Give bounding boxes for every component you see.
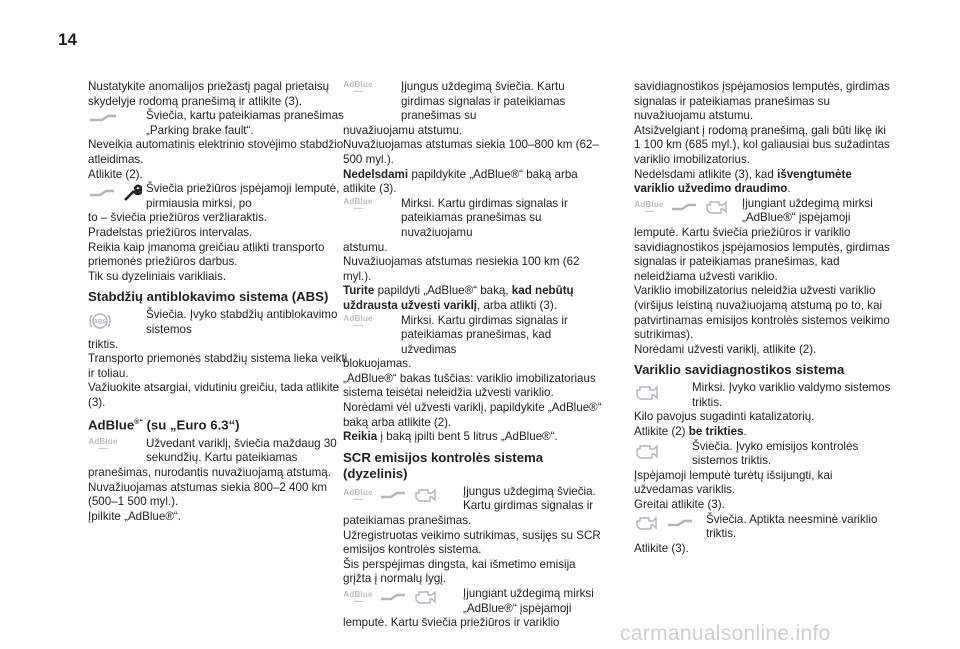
warning-row-adblue-block <box>343 314 603 358</box>
column-2 <box>343 80 603 631</box>
warning-row-engine-flash <box>634 381 894 410</box>
warning-row-engine-minor <box>634 513 894 542</box>
paragraph: Kilo pavojus sugadinti katalizatorių. <box>634 410 815 424</box>
warning-text: Šviečia, kartu pateikiamas pranešimas „Parking brake fault“. <box>146 109 344 137</box>
engine-icon <box>634 441 662 466</box>
abs-icon <box>88 309 112 338</box>
watermark: carmanualsonline.info <box>620 622 831 645</box>
warning-text: Įjungiant uždegimą mirksi „AdBlue®“ įspėjamoji <box>742 196 873 225</box>
warning-text: Mirksi. Įvyko variklio valdymo sistemos triktis. <box>692 381 891 409</box>
paragraph: lemputė. Kartu šviečia priežiūros ir variklio savidiagnostikos įspėjamosios lemputės, girdimas signalas ir pateikiamas pranešimas, kad neleidžiama užvesti variklio. <box>634 225 890 283</box>
paragraph: Neveikia automatinis elektrinio stovėjimo stabdžio atleidimas. <box>88 138 344 166</box>
paragraph: to – šviečia priežiūros veržliaraktis. <box>88 211 268 225</box>
paragraph: Nustatykite anomalijos priežastį pagal prietaisų skydelyje rodomą pranešimą ir atlikite (3). <box>88 80 330 108</box>
warning-text: Šviečia priežiūros įspėjamoji lemputė, pirmiausia mirksi, po <box>146 182 340 210</box>
spanner-icon <box>122 183 142 208</box>
heading-engine-diagnostics: Variklio savidiagnostikos sistema <box>634 362 845 378</box>
paragraph: Atlikite (2) be trikties. <box>634 425 747 439</box>
paragraph: Įpilkite „AdBlue®“. <box>88 509 181 523</box>
warning-text: Mirksi. Kartu girdimas signalas ir pateikiamas pranešimas su nuvažiuojamu <box>401 196 568 239</box>
engine-icon <box>413 486 439 509</box>
warning-text: Šviečia. Aptikta neesminė variklio triktis. <box>706 512 878 541</box>
paragraph: Norėdami užvesti variklį, atlikite (2). <box>634 342 817 356</box>
warning-row-adblue <box>88 437 348 466</box>
paragraph: Tik su dyzeliniais varikliais. <box>88 269 227 283</box>
paragraph: Transporto priemonės stabdžių sistema lieka veikti ir toliau. <box>88 352 348 380</box>
service-warning-icon <box>379 590 407 609</box>
page-number: 14 <box>58 30 77 49</box>
heading-adblue: AdBlue®“ (su „Euro 6.3“) <box>88 417 240 433</box>
heading-scr: SCR emisijos kontrolės sistema (dyzelinis) <box>343 449 544 481</box>
paragraph: Važiuokite atsargiai, vidutiniu greičiu, tada atlikite (3). <box>88 381 340 409</box>
engine-icon <box>634 382 662 407</box>
paragraph: triktis. <box>88 337 119 351</box>
warning-row-service <box>88 182 348 211</box>
adblue-icon: AdBlue ~~~ <box>343 590 373 607</box>
adblue-icon: AdBlue ~~~ <box>343 488 373 505</box>
paragraph: Nedelsdami atlikite (3), kad išvengtumėte variklio užvedimo draudimo. <box>634 167 852 196</box>
paragraph: Nuvažiuojamas atstumas nesiekia 100 km (62 myl.). <box>343 255 580 283</box>
parking-brake-fault-icon <box>88 110 118 131</box>
paragraph: Nedelsdami papildykite „AdBlue®“ baką arba atlikite (3). <box>343 167 578 196</box>
paragraph: Norėdami vėl užvesti variklį, papildykite „AdBlue®“ baką arba atlikite (2). <box>343 401 602 429</box>
engine-icon <box>704 198 730 221</box>
paragraph: Šis perspėjimas dingsta, kai išmetimo emisija grįžta į normalų lygį. <box>343 557 576 586</box>
warning-row-adblue-on <box>343 80 603 124</box>
paragraph: Nuvažiuojamas atstumas siekia 800–2 400 km (500–1 500 myl.). <box>88 480 328 509</box>
column-1 <box>88 80 348 524</box>
warning-row-parking-brake <box>88 109 348 138</box>
engine-icon <box>413 588 439 611</box>
engine-icon <box>634 514 660 537</box>
heading-abs: Stabdžių antiblokavimo sistema (ABS) <box>88 289 329 305</box>
paragraph: „AdBlue®“ bakas tuščias: variklio imobilizatoriaus sistema teisėtai neleidžia užvesti variklio. <box>343 371 596 400</box>
warning-text: Šviečia. Įvyko emisijos kontrolės sistemos triktis. <box>692 439 859 468</box>
warning-row-scr <box>343 485 603 514</box>
warning-text: Įjungus uždegimą šviečia. Kartu girdimas signalas ir <box>463 484 596 513</box>
paragraph: Variklio imobilizatorius neleidžia užvesti variklio (viršijus leistiną nuvažiuojamą atstumą po to, kai patvirtinamas emisijos kontrolės sistemos veikimo sutrikimas). <box>634 284 890 342</box>
paragraph: Reikia į baką įpilti bent 5 litrus „AdBlue®“. <box>343 430 558 444</box>
paragraph: Greitai atlikite (3). <box>634 498 725 512</box>
heading-text: AdBlue <box>88 417 135 433</box>
paragraph: Atsižvelgiant į rodomą pranešimą, gali būti likę iki 1 100 km (685 myl.), kol galiausiai bus sužadintas variklio imobilizatorius. <box>634 123 890 166</box>
adblue-icon: AdBlue ~~~ <box>634 200 664 217</box>
paragraph: Turite papildyti „AdBlue®“ baką, kad nebūtų uždrausta užvesti variklį, arba atlikti (3). <box>343 284 574 312</box>
paragraph: atstumu. <box>343 240 388 254</box>
warning-text: Mirksi. Kartu girdimas signalas ir pateikiamas pranešimas, kad užvedimas <box>401 313 568 356</box>
warning-row-scr-flash <box>343 587 603 616</box>
column-3 <box>634 80 894 556</box>
service-warning-icon <box>379 488 407 507</box>
adblue-icon: AdBlue ~~~ <box>343 80 373 96</box>
warning-text: Įjungus uždegimą šviečia. Kartu girdimas signalas ir pateikiamas pranešimas su <box>401 80 566 123</box>
warning-text: Užvedant variklį, šviečia maždaug 30 sekundžių. Kartu pateikiamas <box>146 436 337 465</box>
warning-text: Šviečia. Įvyko stabdžių antiblokavimo sistemos <box>146 308 338 336</box>
paragraph: pateikiamas pranešimas. <box>343 514 472 528</box>
adblue-icon: AdBlue ~~~ <box>88 436 118 453</box>
service-warning-icon <box>670 200 698 219</box>
paragraph: Atlikite (3). <box>634 541 689 555</box>
paragraph: Užregistruotas veikimo sutrikimas, susijęs su SCR emisijos kontrolės sistema. <box>343 528 601 557</box>
service-warning-icon <box>666 516 694 535</box>
paragraph: pranešimas, nurodantis nuvažiuojamą atstumą. <box>88 466 331 480</box>
paragraph: Reikia kaip įmanoma greičiau atlikti transporto priemonės priežiūros darbus. <box>88 240 325 269</box>
heading-text: (su „Euro 6.3“) <box>142 417 240 433</box>
paragraph: lemputė. Kartu šviečia priežiūros ir variklio <box>343 616 560 630</box>
paragraph: savidiagnostikos įspėjamosios lemputės, girdimas signalas ir pateikiamas pranešimas su nuvažiuojamu atstumu. <box>634 80 890 123</box>
warning-text: Įjungiant uždegimą mirksi „AdBlue®“ įspėjamoji <box>463 587 594 615</box>
paragraph: Nuvažiuojamas atstumas siekia 100–800 km (62–500 myl.). <box>343 138 599 166</box>
adblue-icon: AdBlue ~~~ <box>343 196 373 213</box>
paragraph: Pradelstas priežiūros intervalas. <box>88 225 253 239</box>
adblue-icon: AdBlue ~~~ <box>343 313 373 330</box>
warning-row-abs <box>88 308 348 337</box>
paragraph: Įspėjamoji lemputė turėtų išsijungti, kai užvedamas variklis. <box>634 468 833 497</box>
svg-text:ABS: ABS <box>93 319 107 326</box>
paragraph: blokuojamas. <box>343 357 412 371</box>
warning-row-engine-on <box>634 440 894 469</box>
paragraph: Atlikite (2). <box>88 167 143 181</box>
warning-row-adblue-flash <box>343 197 603 241</box>
paragraph: nuvažiuojamu atstumu. <box>343 123 463 137</box>
warning-row-immobilizer <box>634 197 894 226</box>
service-warning-icon <box>88 185 116 206</box>
